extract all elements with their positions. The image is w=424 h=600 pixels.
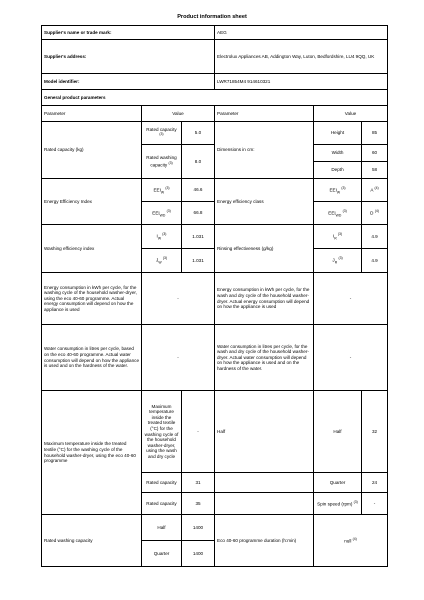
jr-text: J: [332, 257, 335, 263]
eec-w-sup: (3): [341, 185, 346, 190]
spin-note: (3): [353, 499, 358, 504]
supplier-address-label: Supplier's address:: [42, 40, 215, 74]
rated-washing-capacity-value: 8.0: [182, 145, 215, 179]
eec-wd-note: (4): [374, 209, 379, 214]
ir-cell: [314, 225, 362, 249]
energy-wash-value: -: [142, 273, 215, 325]
eei-wd-note: (3): [166, 208, 171, 213]
general-params-heading: General product parameters: [42, 90, 388, 106]
water-dry-value: -: [314, 325, 388, 391]
jr-sub: R: [334, 260, 338, 265]
wash-eff-label: Washing efficiency index: [42, 225, 142, 273]
supplier-name-label: Supplier's name or trade mark:: [42, 26, 215, 40]
eei-wd-sub: WD: [159, 213, 166, 218]
eei-w-note: (3): [165, 185, 170, 190]
rated-capacity-value: 5.0: [182, 122, 215, 145]
eec-w-text: EEI: [329, 187, 337, 193]
ir-sub: R: [334, 236, 337, 241]
temp-blank-1: [215, 473, 314, 493]
spin-value: -: [362, 493, 388, 515]
eei-wd-text: EEI: [152, 210, 160, 216]
water-dry-label: Water consumption in litres per cycle, for the wash and dry cycle of the household washer-dryer. Actual water consumption will depend on how the appliance is used and on the hardness of the water.: [215, 325, 314, 391]
width-label: Width: [314, 145, 362, 162]
rwc-quarter-label: Quarter: [142, 541, 182, 567]
width-value: 60: [362, 145, 388, 162]
temp-rated-capacity2-label: Rated capacity: [142, 493, 182, 515]
rated-capacity-note: (3): [159, 132, 164, 137]
eec-w-value-cell: [362, 179, 388, 202]
eco-duration-note: (4): [352, 536, 357, 541]
rated-capacity-cell: [142, 122, 182, 145]
temp-half-sublabel: Half: [314, 391, 362, 473]
iw-sub: W: [157, 236, 162, 241]
rated-washing-capacity-cell: [142, 145, 182, 179]
energy-wash-label: Energy consumption in kWh per cycle, for the washing cycle of the household washer-dryer, using the eco 40-60 programme. Actual energy consumption will depend on how the appliance is used: [42, 273, 142, 325]
jw-note: (3): [162, 256, 167, 261]
eco-duration-label: Eco 40-60 programme duration (h:min): [215, 515, 314, 567]
col-value-left: Value: [142, 106, 215, 122]
spin-label-cell: [314, 493, 362, 515]
rated-washing-capacity-text: Rated washing capacity: [146, 155, 177, 168]
eec-w-cell: [314, 179, 362, 202]
iw-value: 1.031: [182, 225, 215, 249]
temp-quarter-value: 24: [362, 473, 388, 493]
rwc-half-value: 1400: [182, 515, 215, 541]
ir-value: 4.9: [362, 225, 388, 249]
max-temp-row-1: [42, 391, 388, 473]
temp-rated-capacity-value: 31: [182, 473, 215, 493]
rwc-half-label: Half: [142, 515, 182, 541]
eco-duration-value-cell: [314, 515, 388, 567]
depth-label: Depth: [314, 162, 362, 179]
jr-value: 4.9: [362, 249, 388, 273]
column-header-row: [42, 106, 388, 122]
model-identifier-row: [42, 74, 388, 90]
eei-wd-cell: [142, 202, 182, 225]
water-wash-label: Water consumption in litres per cycle, based on the eco 40-60 programme. Actual water consumption will depend on how the appliance is used and on the hardness of the water.: [42, 325, 142, 391]
eec-wd-text: EEI: [328, 210, 336, 216]
temp-blank-2: [215, 493, 314, 515]
energy-dry-value: -: [314, 273, 388, 325]
height-label: Height: [314, 122, 362, 145]
jr-note: (3): [338, 256, 343, 261]
col-value-right: Value: [314, 106, 388, 122]
max-temp-wd-value: -: [182, 391, 215, 473]
supplier-address-row: [42, 40, 388, 74]
jw-value: 1.031: [182, 249, 215, 273]
jw-sub: W: [158, 260, 162, 265]
wash-eff-row-1: [42, 225, 388, 249]
jw-text: J: [156, 257, 159, 263]
eec-wd-cell: [314, 202, 362, 225]
rated-capacity-label: Rated capacity (kg): [42, 122, 142, 179]
jr-cell: [314, 249, 362, 273]
temp-rated-capacity2-value: 35: [182, 493, 215, 515]
col-parameter-left: Parameter: [42, 106, 142, 122]
dimensions-label: Dimensions in cm:: [215, 122, 314, 179]
jw-cell: [142, 249, 182, 273]
ir-note: (3): [337, 232, 343, 237]
depth-value: 58: [362, 162, 388, 179]
iw-cell: [142, 225, 182, 249]
temp-rated-capacity-label: Rated capacity: [142, 473, 182, 493]
eei-w-cell: [142, 179, 182, 202]
temp-quarter-label: Quarter: [314, 473, 362, 493]
eec-w-value: A: [370, 187, 374, 193]
eec-wd-sup: (3): [342, 208, 347, 213]
supplier-address-value: Electrolux Appliances AB, Addington Way, Luton, Bedfordshire, LU4 9QQ, UK: [215, 40, 388, 74]
col-parameter-right: Parameter: [215, 106, 314, 122]
water-wash-value: -: [142, 325, 215, 391]
eec-w-sub: W: [336, 190, 341, 195]
water-consumption-row: [42, 325, 388, 391]
eei-wd-value: 66.8: [182, 202, 215, 225]
supplier-name-value: AEG: [215, 26, 388, 40]
model-identifier-label: Model identifier:: [42, 74, 215, 90]
rwc-row-1: [42, 515, 388, 541]
eec-wd-sub: WD: [335, 213, 342, 218]
eec-wd-value: D: [370, 210, 374, 216]
ir-text: I: [332, 233, 335, 239]
height-value: 85: [362, 122, 388, 145]
spin-label: Spin speed (rpm): [317, 501, 353, 507]
rated-washing-capacity-note: (3): [168, 160, 173, 165]
eec-wd-value-cell: [362, 202, 388, 225]
eei-w-value: 46.6: [182, 179, 215, 202]
max-temp-label: Maximum temperature inside the treated textile (°C) for the washing cycle of the household washer-dryer, using the eco 40-60 programme: [42, 391, 142, 515]
rated-capacity-text: Rated capacity: [146, 126, 177, 132]
product-table: [41, 25, 388, 567]
eei-w-text: EEI: [153, 187, 161, 193]
sheet-title: Product information sheet: [177, 14, 247, 20]
temp-half-label: Half: [215, 391, 314, 473]
temp-half-value: 32: [362, 391, 388, 473]
eec-w-note: (4): [374, 186, 379, 191]
energy-consumption-row: [42, 273, 388, 325]
capacity-row-1: [42, 122, 388, 145]
rwc-quarter-value: 1400: [182, 541, 215, 567]
rwc-label: Rated washing capacity: [42, 515, 142, 567]
iw-note: (3): [162, 232, 167, 237]
energy-dry-label: Energy consumption in kWh per cycle, for the wash and dry cycle of the household washer-dryer. Actual energy consumption will depend on how the appliance is used: [215, 273, 314, 325]
eei-label: Energy Efficiency Index: [42, 179, 142, 225]
eei-row-1: [42, 179, 388, 202]
supplier-name-row: [42, 26, 388, 40]
eec-label: Energy efficiency class: [215, 179, 314, 225]
eei-w-sub: W: [160, 190, 165, 195]
rinse-label: Rinsing effectiveness (g/kg): [215, 225, 314, 273]
model-identifier-value: LWR71854M4 914610321: [215, 74, 388, 90]
iw-text: I: [156, 233, 158, 239]
max-temp-wd-label: Maximum temperature inside the treated textile (°C) for the washing cycle of the household washer-dryer, using the wash and dry cycle: [142, 391, 182, 473]
general-params-row: [42, 90, 388, 106]
eco-duration-value: null: [344, 538, 352, 544]
